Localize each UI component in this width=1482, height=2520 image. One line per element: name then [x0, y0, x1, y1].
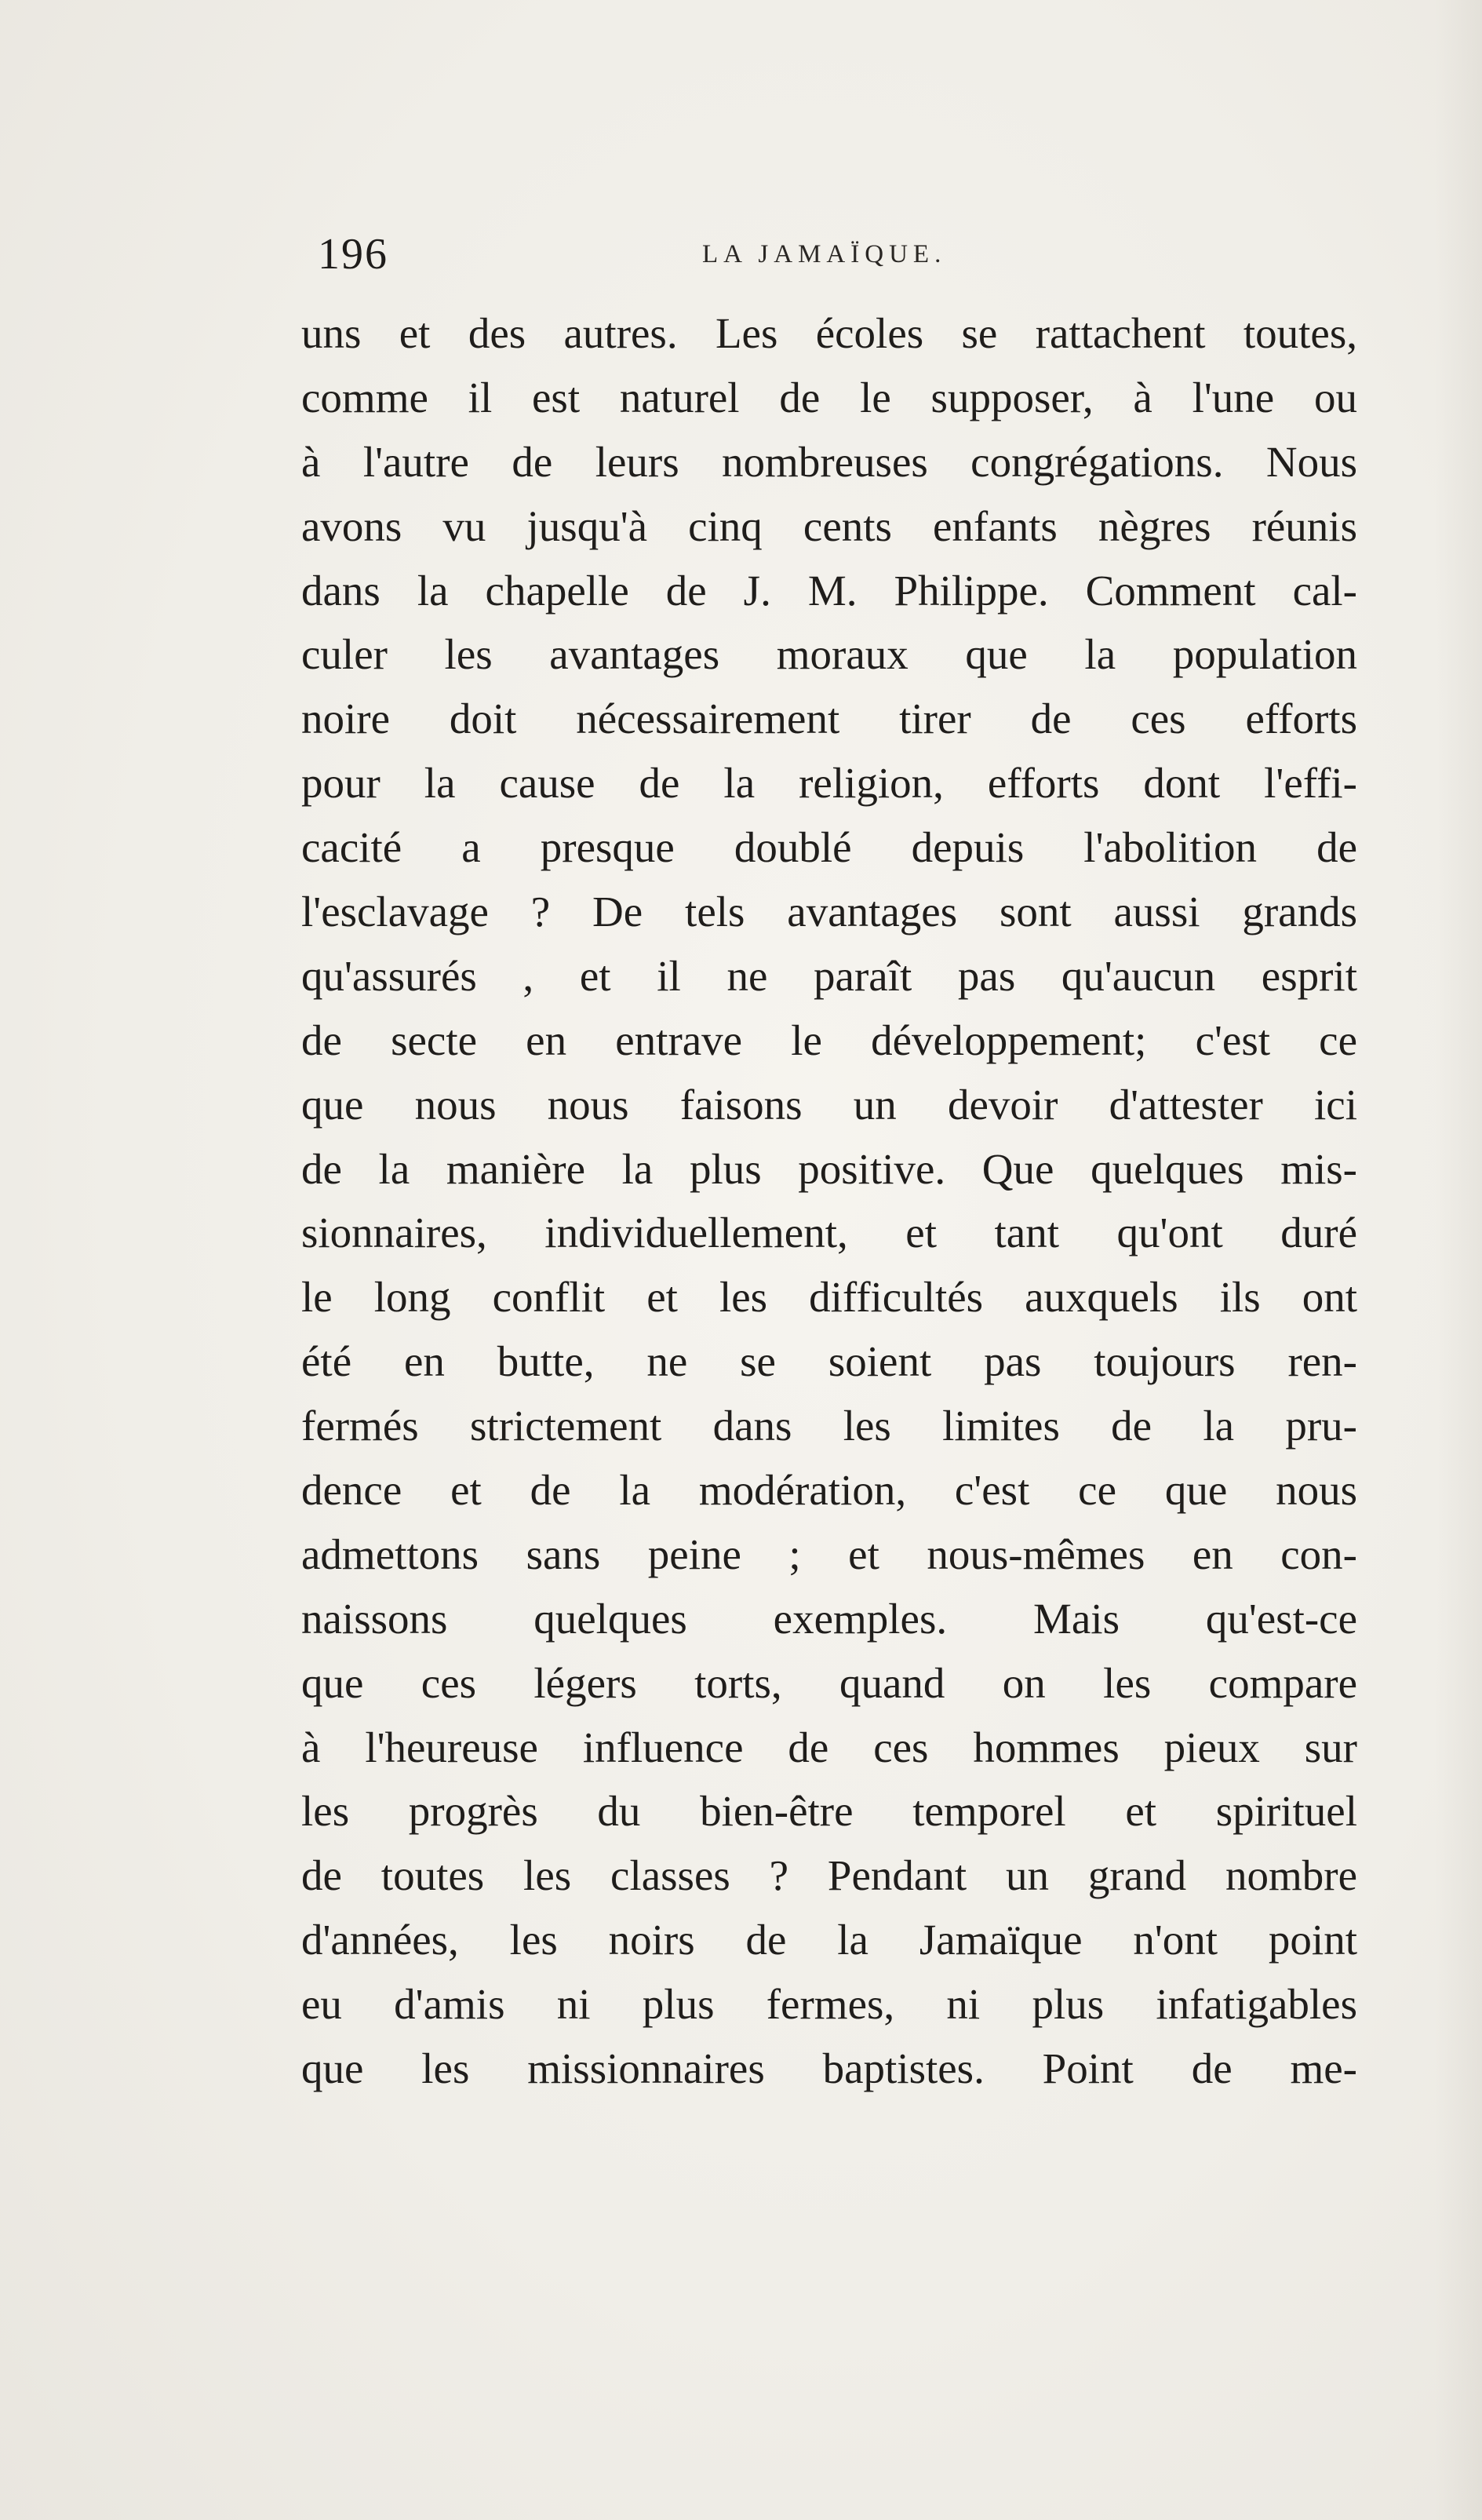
text-line: que nous nous faisons un devoir d'attester ici: [301, 1080, 1357, 1129]
text-line: avons vu jusqu'à cinq cents enfants nègres réunis: [301, 501, 1357, 550]
body-text: [301, 301, 1357, 2101]
text-line: à l'autre de leurs nombreuses congrégations. Nous: [301, 437, 1357, 486]
text-line: dence et de la modération, c'est ce que nous: [301, 1466, 1357, 1515]
text-line: dans la chapelle de J. M. Philippe. Comment cal-: [301, 566, 1357, 615]
page-number: 196: [318, 230, 388, 279]
text-line: l'esclavage ? De tels avantages sont aussi grands: [301, 888, 1357, 936]
text-line: pour la cause de la religion, efforts dont l'effi-: [301, 759, 1357, 808]
page-edge-shadow: [1435, 0, 1482, 2520]
page-header: [318, 229, 1361, 292]
text-line: le long conflit et les difficultés auxquels ils ont: [301, 1273, 1357, 1322]
text-line: fermés strictement dans les limites de la pru-: [301, 1402, 1357, 1450]
text-line: comme il est naturel de le supposer, à l'une ou: [301, 373, 1357, 421]
text-line: eu d'amis ni plus fermes, ni plus infatigables: [301, 1980, 1357, 2029]
text-line: que ces légers torts, quand on les compare: [301, 1658, 1357, 1707]
text-line: que les missionnaires baptistes. Point de me-: [301, 2044, 1357, 2093]
text-line: uns et des autres. Les écoles se rattachent toutes,: [301, 309, 1357, 357]
text-line: qu'assurés , et il ne paraît pas qu'aucun esprit: [301, 951, 1357, 1000]
text-line: à l'heureuse influence de ces hommes pieux sur: [301, 1723, 1357, 1771]
text-line: sionnaires, individuellement, et tant qu'ont duré: [301, 1209, 1357, 1257]
text-line: noire doit nécessairement tirer de ces efforts: [301, 695, 1357, 743]
text-line: culer les avantages moraux que la population: [301, 630, 1357, 679]
text-line: été en butte, ne se soient pas toujours ren-: [301, 1337, 1357, 1386]
text-line: de la manière la plus positive. Que quelques mis-: [301, 1144, 1357, 1193]
text-line: de toutes les classes ? Pendant un grand nombre: [301, 1851, 1357, 1900]
text-line: de secte en entrave le développement; c'est ce: [301, 1016, 1357, 1064]
running-title: LA JAMAÏQUE.: [702, 240, 947, 268]
text-line: admettons sans peine ; et nous-mêmes en con-: [301, 1530, 1357, 1578]
text-line: naissons quelques exemples. Mais qu'est-ce: [301, 1594, 1357, 1643]
text-line: d'années, les noirs de la Jamaïque n'ont point: [301, 1916, 1357, 1964]
text-line: les progrès du bien-être temporel et spirituel: [301, 1787, 1357, 1836]
text-line: cacité a presque doublé depuis l'abolition de: [301, 823, 1357, 872]
